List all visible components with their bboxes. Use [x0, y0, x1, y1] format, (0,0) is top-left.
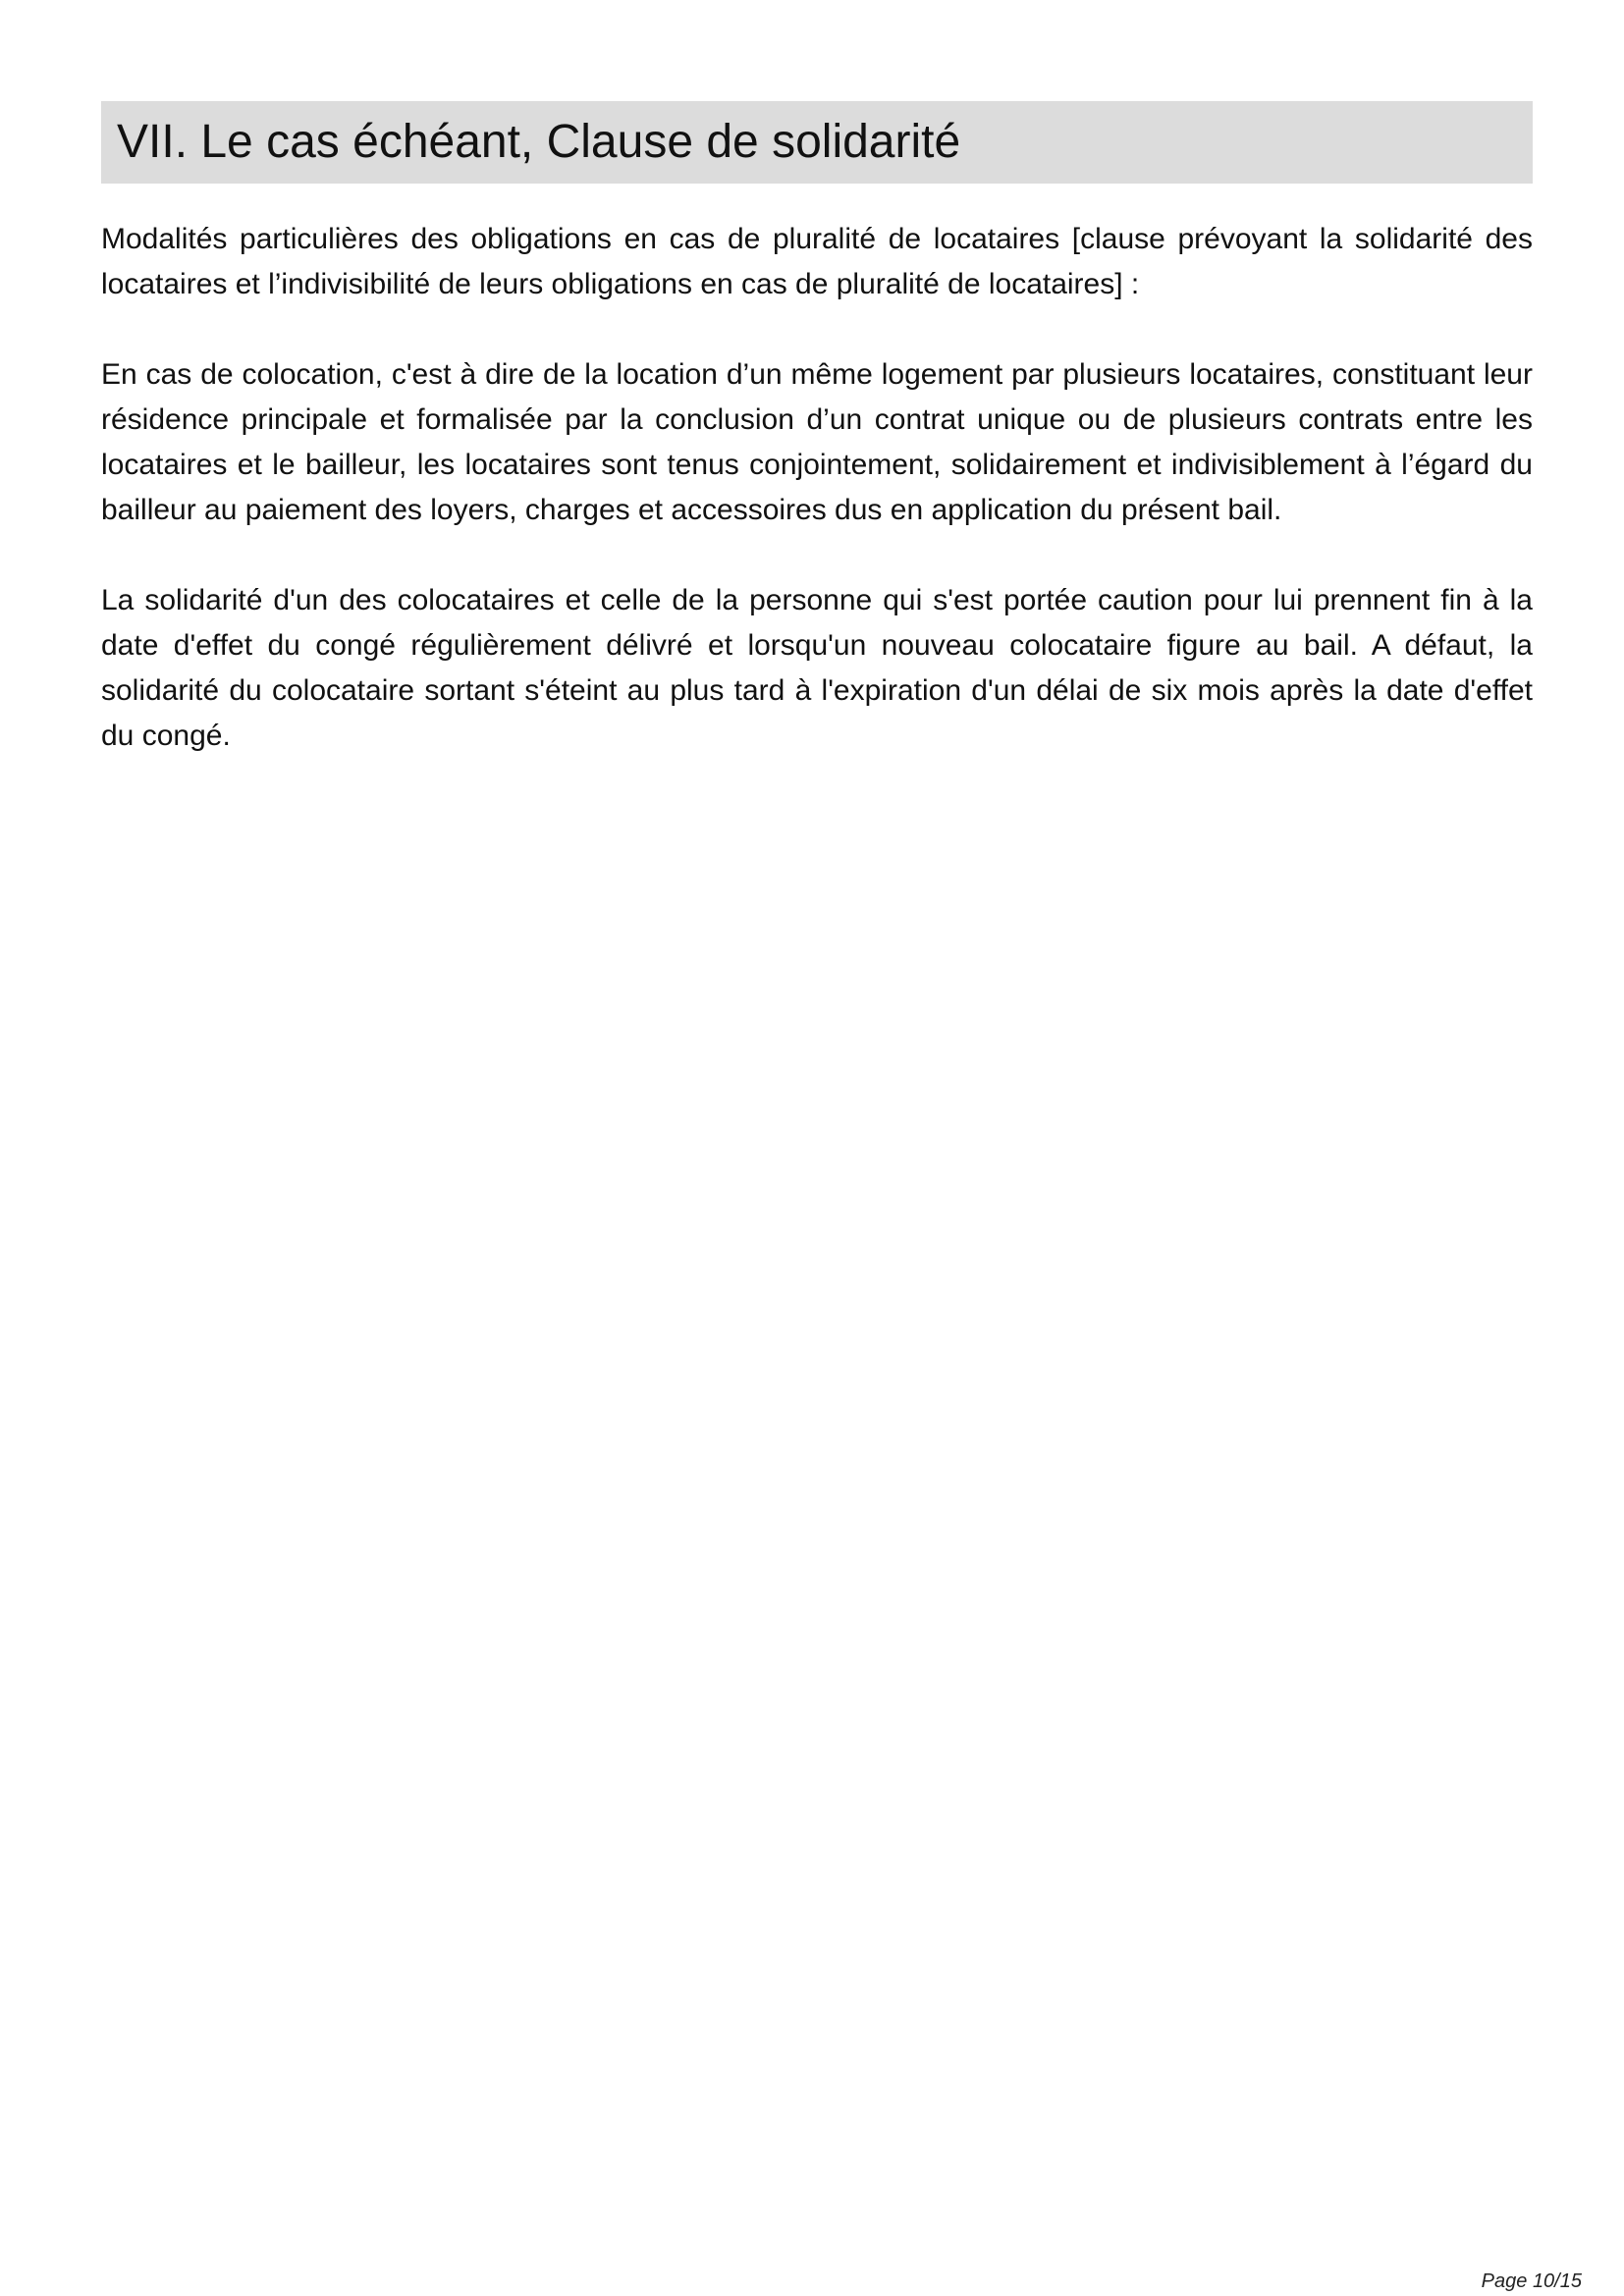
- section-title: VII. Le cas échéant, Clause de solidarité: [117, 116, 961, 168]
- section-header: [101, 101, 1533, 184]
- paragraph-colocation: En cas de colocation, c'est à dire de la location d’un même logement par plusieurs locataires, constituant leur résidence principale et formalisée par la conclusion d’un contrat unique ou de plusieurs contrats entre les locataires et le bailleur, les locataires sont tenus conjointement, solidairement et indivisiblement à l’égard du bailleur au paiement des loyers, charges et accessoires dus en application du présent bail.: [101, 358, 1533, 526]
- paragraph-intro: Modalités particulières des obligations en cas de pluralité de locataires [clause prévoyant la solidarité des locataires et l’indivisibilité de leurs obligations en cas de pluralité de locataires] :: [101, 223, 1533, 300]
- document-body: [101, 217, 1533, 804]
- paragraph-solidarity-end: La solidarité d'un des colocataires et celle de la personne qui s'est portée caution pour lui prennent fin à la date d'effet du congé régulièrement délivré et lorsqu'un nouveau colocataire figure au bail. A défaut, la solidarité du colocataire sortant s'éteint au plus tard à l'expiration d'un délai de six mois après la date d'effet du congé.: [101, 584, 1533, 752]
- page-number: Page 10/15: [1481, 2270, 1582, 2292]
